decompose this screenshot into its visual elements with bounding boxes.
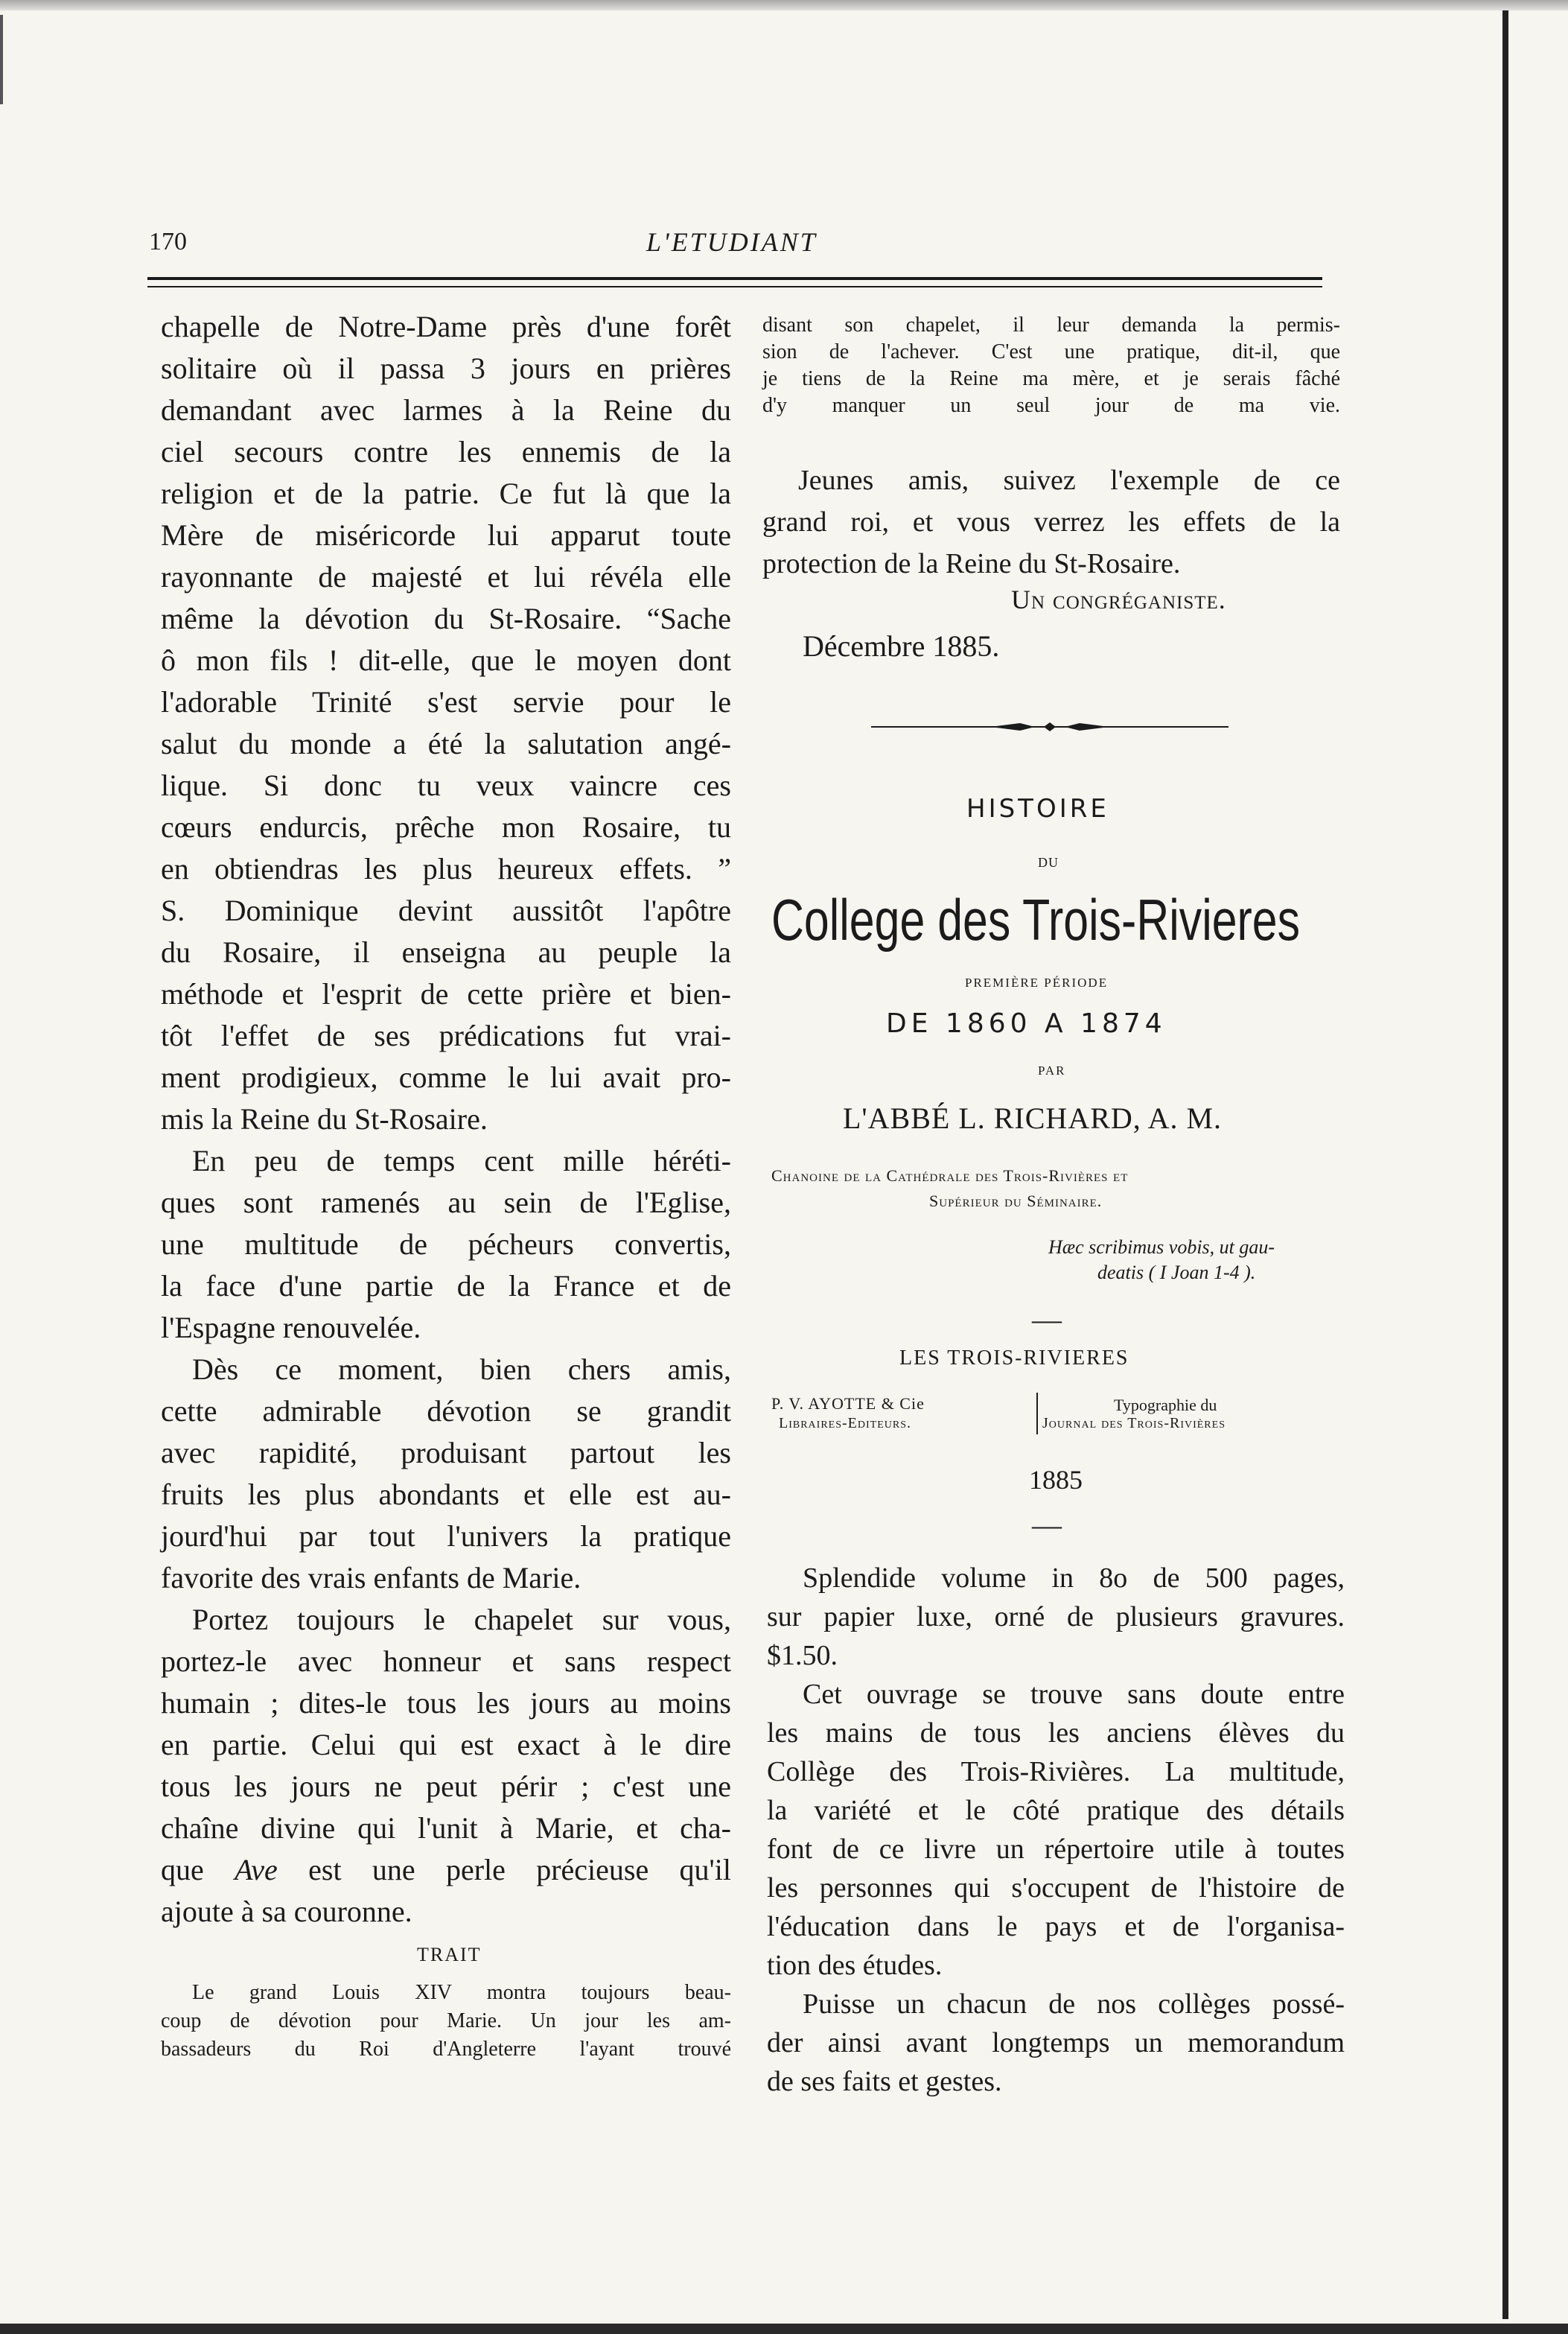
text-line: avec rapidité, produisant partout les [161,1436,731,1469]
text-line: Mère de miséricorde lui apparut toute [161,518,731,552]
text-line: mis la Reine du St-Rosaire. [161,1102,488,1136]
text-line: cette admirable dévotion se grandit [161,1394,731,1428]
text-line: grand roi, et vous verrez les effets de la [762,506,1340,538]
text-line: rayonnante de majesté et lui révéla elle [161,560,731,594]
scan-border-left [0,15,3,104]
text-line: je tiens de la Reine ma mère, et je serais fâché [762,367,1340,390]
left-column-body [161,307,731,1945]
scan-border-bottom [0,2324,1568,2334]
ad-author: L'ABBÉ L. RICHARD, A. M. [843,1101,1223,1135]
text-line: ciel secours contre les ennemis de la [161,435,731,468]
text-line: humain ; dites-le tous les jours au moins [161,1686,731,1720]
text-line: coup de dévotion pour Marie. Un jour les am- [161,2009,731,2032]
text-line: ment prodigieux, comme le lui avait pro- [161,1061,731,1094]
right-column-top-text [762,313,1340,424]
text-line: du Rosaire, il enseigna au peuple la [161,935,731,969]
text-line: Portez toujours le chapelet sur vous, [192,1603,731,1636]
text-line: ajoute à sa couronne. [161,1895,412,1928]
text-line: Splendide volume in 8o de 500 pages, [803,1562,1345,1594]
text-line: sur papier luxe, orné de plusieurs gravures. [767,1601,1345,1632]
ad-epigraph-1: Hæc scribimus vobis, ut gau- [1048,1236,1275,1258]
journal-title: L'ETUDIANT [646,227,818,257]
text-line: cœurs endurcis, prêche mon Rosaire, tu [161,810,731,844]
ad-dates: DE 1860 A 1874 [886,1008,1167,1039]
ad-dash: — [1032,1303,1062,1336]
ornament-divider [871,719,1228,734]
text-line: tion des études. [767,1950,943,1981]
text-line: lique. Si donc tu veux vaincre ces [161,769,731,802]
article-date: Décembre 1885. [803,629,1000,663]
text-line: chaîne divine qui l'unit à Marie, et cha- [161,1811,731,1845]
text-line: les personnes qui s'occupent de l'histoire de [767,1872,1345,1904]
text-line: tous les jours ne peut périr ; c'est une [161,1769,731,1803]
text-line: Jeunes amis, suivez l'exemple de ce [798,465,1340,496]
ad-publisher-1: P. V. AYOTTE & Cie [771,1394,925,1413]
text-line: jourd'hui par tout l'univers la pratique [161,1519,731,1553]
ad-printer-1: Typographie du [1114,1396,1217,1414]
text-line: même la dévotion du St-Rosaire. “Sache [161,602,731,635]
ad-year: 1885 [1029,1465,1083,1495]
text-line: En peu de temps cent mille héréti- [192,1144,731,1177]
right-column-exhortation [762,460,1340,587]
text-line: Puisse un chacun de nos collèges possé- [803,1988,1345,2020]
ad-author-title-1: Chanoine de la Cathédrale des Trois-Rivières et [771,1166,1129,1185]
signature: Un congréganiste. [1011,585,1226,614]
ad-publisher-2: Libraires-Editeurs. [779,1415,911,1431]
trait-heading: TRAIT [417,1944,482,1965]
ad-du: DU [1038,855,1059,870]
text-line: d'y manquer un seul jour de ma vie. [762,394,1340,417]
text-line: Collège des Trois-Rivières. La multitude, [767,1756,1345,1787]
text-line: l'Espagne renouvelée. [161,1311,421,1344]
text-line: la variété et le côté pratique des détails [767,1795,1345,1826]
ad-epigraph-2: deatis ( I Joan 1-4 ). [1097,1262,1256,1283]
ad-description [767,1558,1345,2097]
text-line: S. Dominique devint aussitôt l'apôtre [161,894,731,927]
ad-histoire: HISTOIRE [966,794,1109,824]
text-line: fruits les plus abondants et elle est au- [161,1478,731,1511]
text-line: méthode et l'esprit de cette prière et bien- [161,977,731,1011]
text-line: sion de l'achever. C'est une pratique, dit-il, que [762,340,1340,363]
header-rule-thick [147,277,1322,280]
text-line: en obtiendras les plus heureux effets. ” [161,852,731,885]
ad-author-title-2: Supérieur du Séminaire. [929,1192,1103,1210]
text-line: solitaire où il passa 3 jours en prières [161,352,731,385]
ad-place: LES TROIS-RIVIERES [899,1346,1129,1370]
text-line: ques sont ramenés au sein de l'Eglise, [161,1186,731,1219]
ad-premiere-periode: PREMIÈRE PÉRIODE [965,976,1109,990]
text-line: religion et de la patrie. Ce fut là que la [161,477,731,510]
text-line: favorite des vrais enfants de Marie. [161,1561,581,1594]
text-line: Le grand Louis XIV montra toujours beau- [192,1981,731,2004]
price: $1.50. [767,1640,838,1671]
text-line: salut du monde a été la salutation angé- [161,727,731,760]
text-line: der ainsi avant longtemps un memorandum [767,2027,1345,2058]
text-line: portez-le avec honneur et sans respect [161,1644,731,1678]
text-line: l'éducation dans le pays et de l'organisa- [767,1911,1345,1942]
text-line: protection de la Reine du St-Rosaire. [762,548,1181,579]
text-line: tôt l'effet de ses prédications fut vrai- [161,1019,731,1052]
text-line: Dès ce moment, bien chers amis, [192,1352,731,1386]
text-line: la face d'une partie de la France et de [161,1269,731,1303]
text-line: une multitude de pécheurs convertis, [161,1227,731,1261]
ave-word: Ave [235,1853,278,1886]
scan-border-top [0,0,1568,10]
text-line: ô mon fils ! dit-elle, que le moyen dont [161,643,731,677]
text-line: chapelle de Notre-Dame près d'une forêt [161,310,731,343]
ad-printer-2: Journal des Trois-Rivières [1042,1415,1226,1431]
text-fragment: que [161,1853,235,1886]
text-line: Cet ouvrage se trouve sans doute entre [803,1679,1345,1710]
ad-par: PAR [1038,1063,1066,1078]
trait-text [161,1980,731,2069]
page-number: 170 [149,228,187,255]
ad-college-title: College des Trois-Rivieres [771,887,1301,953]
text-line: les mains de tous les anciens élèves du [767,1717,1345,1749]
text-fragment: est une perle précieuse qu'il [277,1853,731,1886]
text-line: disant son chapelet, il leur demanda la permis- [762,314,1340,337]
text-line: font de ce livre un répertoire utile à toutes [767,1834,1345,1865]
text-line: bassadeurs du Roi d'Angleterre l'ayant trouvé [161,2038,731,2061]
text-line: en partie. Celui qui est exact à le dire [161,1728,731,1761]
text-line-ave [161,1850,731,1890]
scan-border-right [1502,10,1508,2319]
text-line: demandant avec larmes à la Reine du [161,393,731,427]
text-line: de ses faits et gestes. [767,2066,1002,2097]
ad-vertical-rule [1036,1393,1038,1434]
ad-dash-2: — [1032,1508,1062,1542]
header-rule-thin [147,286,1322,287]
text-line: l'adorable Trinité s'est servie pour le [161,685,731,719]
